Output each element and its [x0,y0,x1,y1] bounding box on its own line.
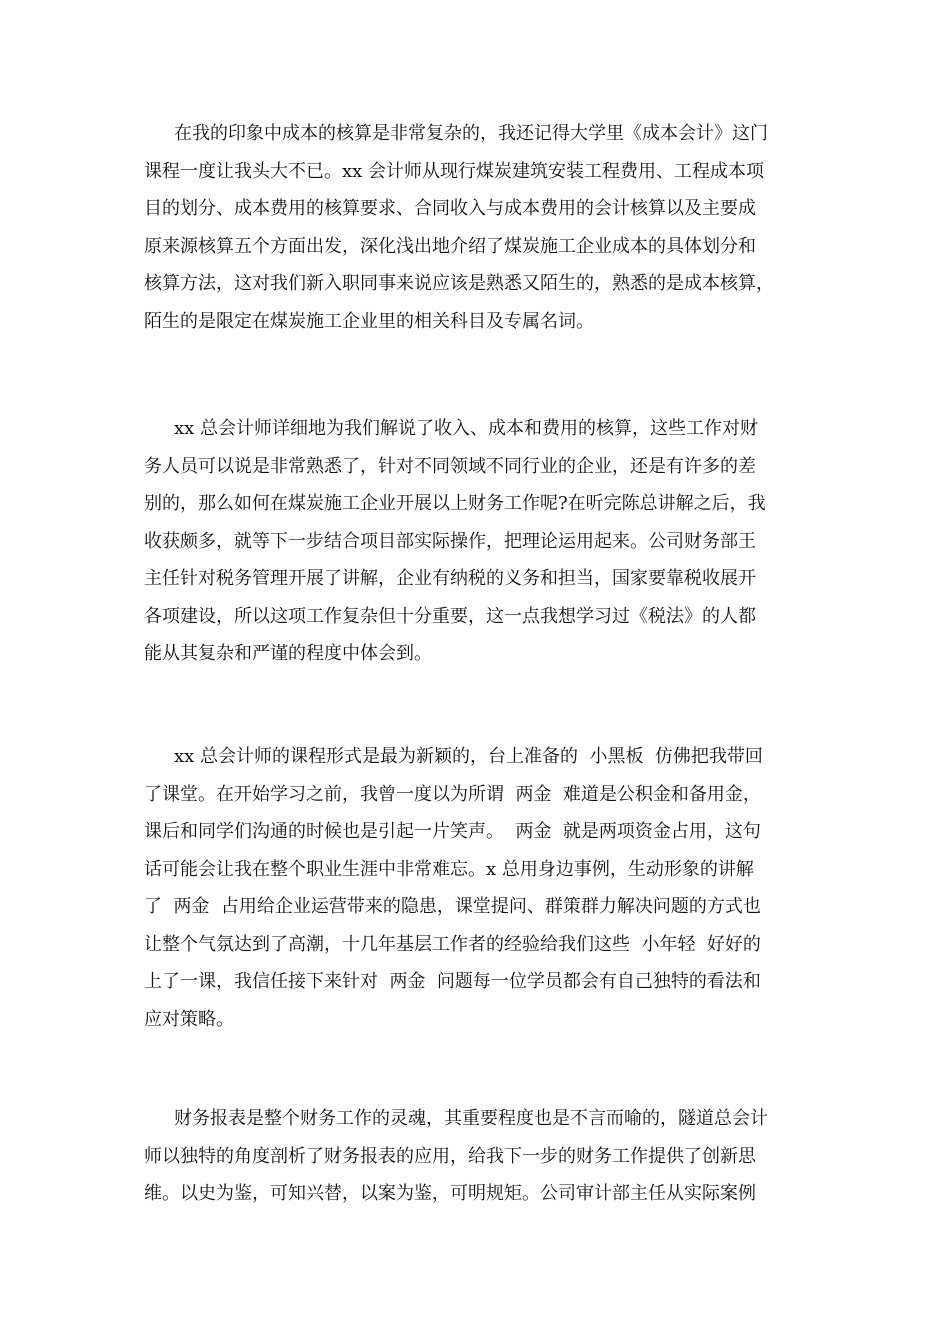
paragraph-two-funds [144,738,816,1038]
text-line: 各项建设，所以这项工作复杂但十分重要，这一点我想学习过《税法》的人都 [144,605,756,627]
text-line: 师以独特的角度剖析了财务报表的应用，给我下一步的财务工作提供了创新思 [144,1145,756,1167]
paragraph-revenue-tax [144,410,816,673]
text-line: 陌生的是限定在煤炭施工企业里的相关科目及专属名词。 [144,310,594,332]
text-line: 课程一度让我头大不已。xx 会计师从现行煤炭建筑安装工程费用、工程成本项 [144,160,765,182]
text-line: 让整个气氛达到了高潮，十几年基层工作者的经验给我们这些 小年轻 好好的 [144,933,761,955]
text-line: 课后和同学们沟通的时候也是引起一片笑声。 两金 就是两项资金占用，这句 [144,821,761,842]
text-line: 了课堂。在开始学习之前，我曾一度以为所谓 两金 难道是公积金和备用金， [144,783,761,805]
text-line: 原来源核算五个方面出发，深化浅出地介绍了煤炭施工企业成本的具体划分和 [144,235,756,257]
paragraph-cost-accounting [144,115,816,340]
text-line: xx 总会计师的课程形式是最为新颖的，台上准备的 小黑板 仿佛把我带回 [174,746,763,767]
text-line: 上了一课，我信任接下来针对 两金 问题每一位学员都会有自己独特的看法和 [144,971,761,992]
text-line: 别的，那么如何在煤炭施工企业开展以上财务工作呢?在听完陈总讲解之后，我 [144,493,766,514]
text-line: 话可能会让我在整个职业生涯中非常难忘。x 总用身边事例，生动形象的讲解 [144,858,754,880]
text-line: xx 总会计师详细地为我们解说了收入、成本和费用的核算，这些工作对财 [174,418,759,439]
text-line: 维。以史为鉴，可知兴替，以案为鉴，可明规矩。公司审计部主任从实际案例 [144,1183,756,1204]
text-line: 了 两金 占用给企业运营带来的隐患，课堂提问、群策群力解决问题的方式也 [144,896,761,917]
text-line: 在我的印象中成本的核算是非常复杂的，我还记得大学里《成本会计》这门 [174,123,768,144]
text-line: 核算方法，这对我们新入职同事来说应该是熟悉又陌生的，熟悉的是成本核算， [144,273,774,294]
text-line: 收获颇多，就等下一步结合项目部实际操作，把理论运用起来。公司财务部王 [144,530,756,552]
text-line: 应对策略。 [144,1008,234,1030]
paragraph-financial-statements [144,1100,816,1213]
text-line: 务人员可以说是非常熟悉了，针对不同领域不同行业的企业，还是有许多的差 [144,455,756,477]
text-line: 财务报表是整个财务工作的灵魂，其重要程度也是不言而喻的，隧道总会计 [174,1108,768,1129]
text-line: 目的划分、成本费用的核算要求、合同收入与成本费用的会计核算以及主要成 [144,198,756,219]
text-line: 能从其复杂和严谨的程度中体会到。 [144,643,432,664]
text-line: 主任针对税务管理开展了讲解，企业有纳税的义务和担当，国家要靠税收展开 [144,568,756,589]
